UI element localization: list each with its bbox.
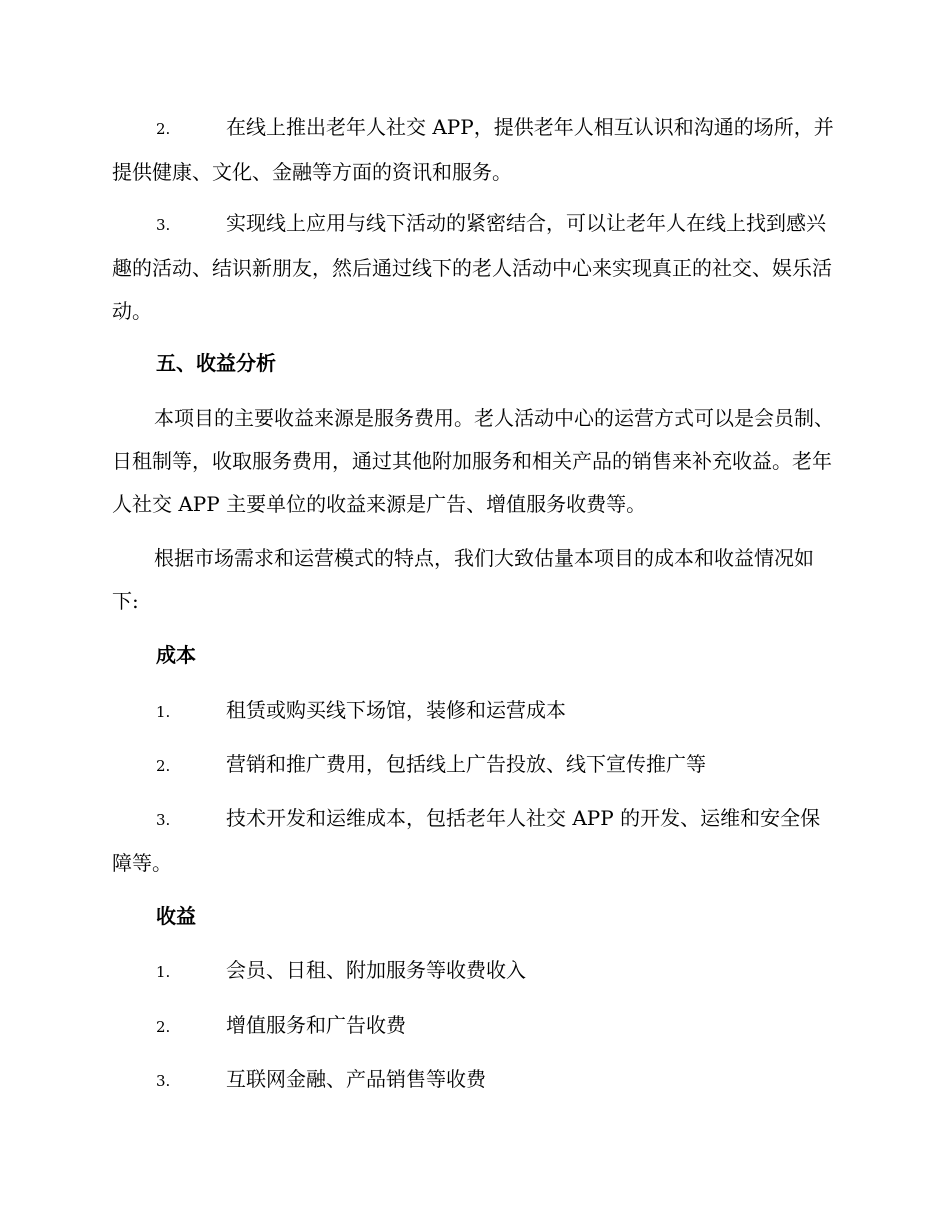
list-text: 营销和推广费用，包括线上广告投放、线下宣传推广等 — [226, 752, 706, 776]
list-item — [112, 743, 838, 788]
paragraph — [112, 397, 838, 526]
list-item — [112, 1058, 838, 1103]
list-number: 1. — [156, 963, 171, 981]
list-text: 增值服务和广告收费 — [226, 1013, 406, 1037]
section-title: 五、收益分析 — [156, 351, 276, 375]
list-item — [112, 202, 838, 333]
list-number: 3. — [156, 216, 171, 234]
list-text: 实现线上应用与线下活动的紧密结合，可以让老年人在线上找到感兴趣的活动、结识新朋友，然后通过线下的老人活动中心来实现真正的社交、娱乐活动。 — [112, 211, 832, 323]
revenue-title: 收益 — [156, 904, 196, 928]
subheading — [112, 895, 838, 938]
list-number: 3. — [156, 811, 171, 829]
subheading — [112, 634, 838, 677]
section-heading — [112, 342, 838, 385]
list-text: 在线上推出老年人社交 APP，提供老年人相互认识和沟通的场所，并提供健康、文化、金融等方面的资讯和服务。 — [112, 115, 834, 184]
list-item — [112, 106, 838, 194]
list-item — [112, 797, 838, 885]
list-item — [112, 689, 838, 734]
paragraph — [112, 537, 838, 623]
list-text: 技术开发和运维成本，包括老年人社交 APP 的开发、运维和安全保障等。 — [112, 806, 821, 875]
list-number: 2. — [156, 757, 171, 775]
list-number: 1. — [156, 703, 171, 721]
paragraph-text: 本项目的主要收益来源是服务费用。老人活动中心的运营方式可以是会员制、日租制等，收取服务费用，通过其他附加服务和相关产品的销售来补充收益。老年人社交 APP 主要单位的收益来源是广告、增值服务收费等。 — [112, 406, 834, 516]
list-number: 3. — [156, 1072, 171, 1090]
paragraph-text: 根据市场需求和运营模式的特点，我们大致估量本项目的成本和收益情况如下: — [112, 546, 814, 613]
list-text: 互联网金融、产品销售等收费 — [226, 1067, 486, 1091]
list-text: 会员、日租、附加服务等收费收入 — [226, 958, 526, 982]
list-number: 2. — [156, 120, 171, 138]
list-number: 2. — [156, 1018, 171, 1036]
list-text: 租赁或购买线下场馆，装修和运营成本 — [226, 698, 566, 722]
list-item — [112, 1004, 838, 1049]
list-item — [112, 949, 838, 994]
cost-title: 成本 — [156, 643, 196, 667]
